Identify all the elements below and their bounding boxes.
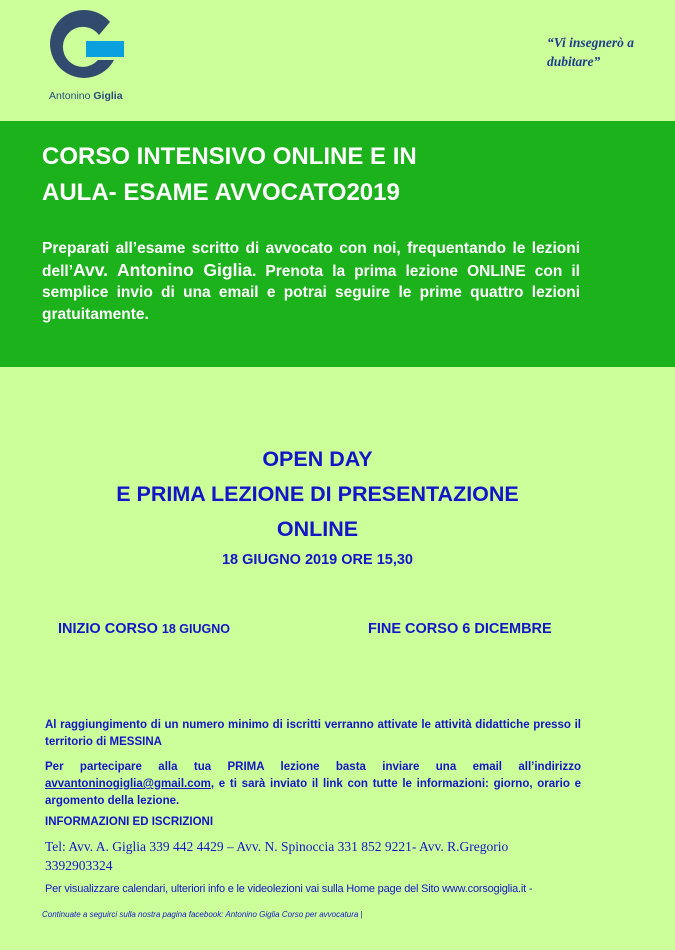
course-start-label: INIZIO CORSO (58, 621, 162, 637)
intro-part-2: . Prenota la prima lezione ONLINE con il semplice invio di una email e potrai seguire le prime quattro lezioni gratuitamente. (42, 262, 580, 323)
info-heading: INFORMAZIONI ED ISCRIZIONI (45, 816, 214, 828)
participate-note (45, 759, 581, 810)
participate-part-1: Per partecipare alla tua PRIMA lezione basta inviare una email all’indirizzo (45, 761, 581, 773)
logo-last-name: Giglia (93, 90, 123, 102)
messina-note: Al raggiungimento di un numero minimo di iscritti verranno attivate le attività didattiche presso il territorio di MESSINA (45, 719, 581, 748)
open-day-online: ONLINE (276, 517, 359, 541)
course-title-line-2: AULA- ESAME AVVOCATO2019 (42, 179, 400, 206)
calendar-note: Per visualizzare calendari, ulteriori info e le videolezioni vai sulla Home page del Sito www.corsogiglia.it - (45, 883, 533, 895)
course-intro (42, 238, 580, 325)
logo-bar (86, 41, 124, 57)
course-start-date: 18 GIUGNO (161, 622, 230, 636)
logo-caption (49, 90, 123, 102)
email-link[interactable]: avvantoninogiglia@gmail.com (45, 778, 211, 790)
open-day-title: OPEN DAY (262, 447, 373, 471)
logo (40, 8, 130, 103)
open-day-date: 18 GIUGNO 2019 ORE 15,30 (221, 552, 413, 568)
intro-part-1: Preparati all’esame scritto di avvocato con noi, frequentando le lezioni dell’ (42, 240, 580, 280)
participate-part-2: , e ti sarà inviato il link con tutte le informazioni: giorno, orario e argomento della lezione. (45, 778, 581, 807)
course-end: FINE CORSO 6 DICEMBRE (368, 621, 552, 637)
facebook-note: Continuate a seguirci sulla nostra pagina facebook: Antonino Giglia Corso per avvocatura | (42, 910, 363, 919)
course-title-line-1: CORSO INTENSIVO ONLINE E IN (42, 143, 417, 170)
contact-phones: Tel: Avv. A. Giglia 339 442 4429 – Avv. N. Spinoccia 331 852 9221- Avv. R.Gregorio 3392903324 (45, 839, 509, 873)
logo-first-name: Antonino (49, 90, 91, 102)
motto: “Vi insegnerò a dubitare” (547, 35, 635, 69)
course-title (42, 139, 562, 211)
giglia-g-logo-icon (42, 8, 128, 90)
course-start (58, 621, 230, 637)
intro-name: Avv. Antonino Giglia (73, 259, 253, 280)
open-day-subtitle: E PRIMA LEZIONE DI PRESENTAZIONE (116, 482, 519, 506)
open-day-section (0, 442, 635, 571)
